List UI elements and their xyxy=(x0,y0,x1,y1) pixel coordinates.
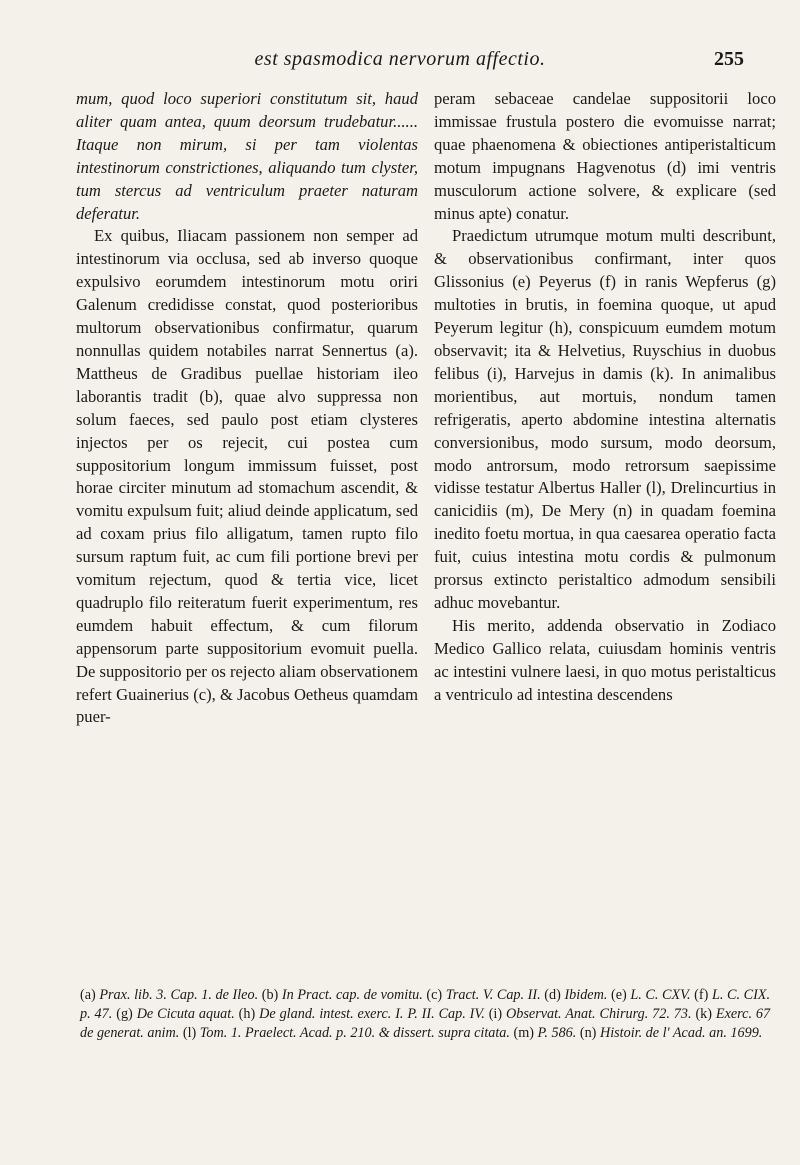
footnote: (h) De gland. intest. exerc. I. P. II. Cap. IV. xyxy=(238,1006,485,1022)
running-title: est spasmodica nervorum affectio. xyxy=(254,48,546,70)
left-paragraph-1: mum, quod loco superiori constitutum sit, haud aliter quam antea, quum deorsum trudebatur...... Itaque non mirum, si per tam violentas intestinorum constrictiones, aliquando tum clyster, tum stercus ad ventriculum praeter naturam deferatur. xyxy=(76,89,418,223)
page-number: 255 xyxy=(714,48,744,70)
footnote: (a) Prax. lib. 3. Cap. 1. de Ileo. xyxy=(80,987,259,1003)
text-columns xyxy=(76,88,776,968)
footnote: (k) Exerc. 67 de generat. anim. xyxy=(80,1006,771,1041)
right-paragraph-3: His merito, addenda observatio in Zodiaco Medico Gallico relata, cuiusdam hominis ventris ac intestini vulnere laesi, in quo motus peristalticus a ventriculo ad intestina descendens xyxy=(434,615,776,704)
footnotes xyxy=(80,986,770,1043)
right-paragraph-2: Praedictum utrumque motum multi describunt, & observationibus confirmant, inter quos Glissonius (e) Peyerus (f) in ranis Wepferus (g) multoties in brutis, in foemina quoque, ut apud Peyerum legitur (h), conspicuum eumdem motum observavit; ita & Helvetius, Ruyschius in duobus felibus (i), Harvejus in damis (k). In animalibus morientibus, aut mortuis, nondum tamen refrigeratis, aperto abdomine intestina alternatis conversionibus, modo sursum, modo deorsum, modo antrorsum, modo retrorsum saepissime vidisse testatur Albertus Haller (l), Drelincurtius in canicidiis (m), De Mery (n) in quadam foemina inedito foetu mortua, in qua caesarea operatio facta fuit, cuius intestina motu cordis & pulmonum prorsus extincto peristaltico admodum sensibili adhuc movebantur. xyxy=(434,226,776,612)
footnote: (l) Tom. 1. Praelect. Acad. p. 210. & dissert. supra citata. xyxy=(182,1025,510,1041)
footnote: (g) De Cicuta aquat. xyxy=(116,1006,235,1022)
footnote: (b) In Pract. cap. de vomitu. xyxy=(261,987,423,1003)
right-paragraph-1: peram sebaceae candelae suppositorii loco immissae frustula postero die evomuisse narrat; quae phaenomena & obiectiones antiperistalticum motum impugnans Hagvenotus (d) imi ventris musculorum actione solvere, & explicare (sed minus apte) conatur. xyxy=(434,89,776,223)
left-column xyxy=(76,88,418,968)
right-column xyxy=(434,88,776,968)
footnote: (i) Observat. Anat. Chirurg. 72. 73. xyxy=(488,1006,692,1022)
footnote: (c) Tract. V. Cap. II. xyxy=(426,987,541,1003)
left-paragraph-2: Ex quibus, Iliacam passionem non semper ad intestinorum via occlusa, sed ab inverso quoque expulsivo eorumdem intestinorum motu oriri Galenum credidisse constat, quod posterioribus multorum observationibus confirmatur, quarum nonnullas quidem notabiles narrat Sennertus (a). Mattheus de Gradibus puellae historiam ileo laborantis tradit (b), quae alvo suppressa non solum faeces, sed paulo post etiam clysteres injectos per os rejecit, cui postea cum suppositorium longum immissum fuisset, post horae circiter minutum ad stomachum ascendit, & vomitu expulsum fuit; aliud deinde applicatum, sed ad coxam prius filo alligatum, tamen rupto filo sursum raptum fuit, ac cum fili portione brevi per vomitum rejectum, quod & tertia vice, licet quadruplo filo reiteratum fuerit experimentum, res eumdem habuit effectum, & cum filorum appensorum parte suppositorium evomuit puella. De suppositorio per os rejecto aliam observationem refert Guainerius (c), & Jacobus Oetheus quamdam puer- xyxy=(76,226,418,727)
footnote: (m) P. 586. xyxy=(513,1025,577,1041)
footnote: (d) Ibidem. xyxy=(544,987,608,1003)
footnote: (n) Histoir. de l' Acad. an. 1699. xyxy=(579,1025,763,1041)
footnote: (e) L. C. CXV. xyxy=(611,987,691,1003)
footnote: (f) L. C. CIX. p. 47. xyxy=(80,987,771,1022)
